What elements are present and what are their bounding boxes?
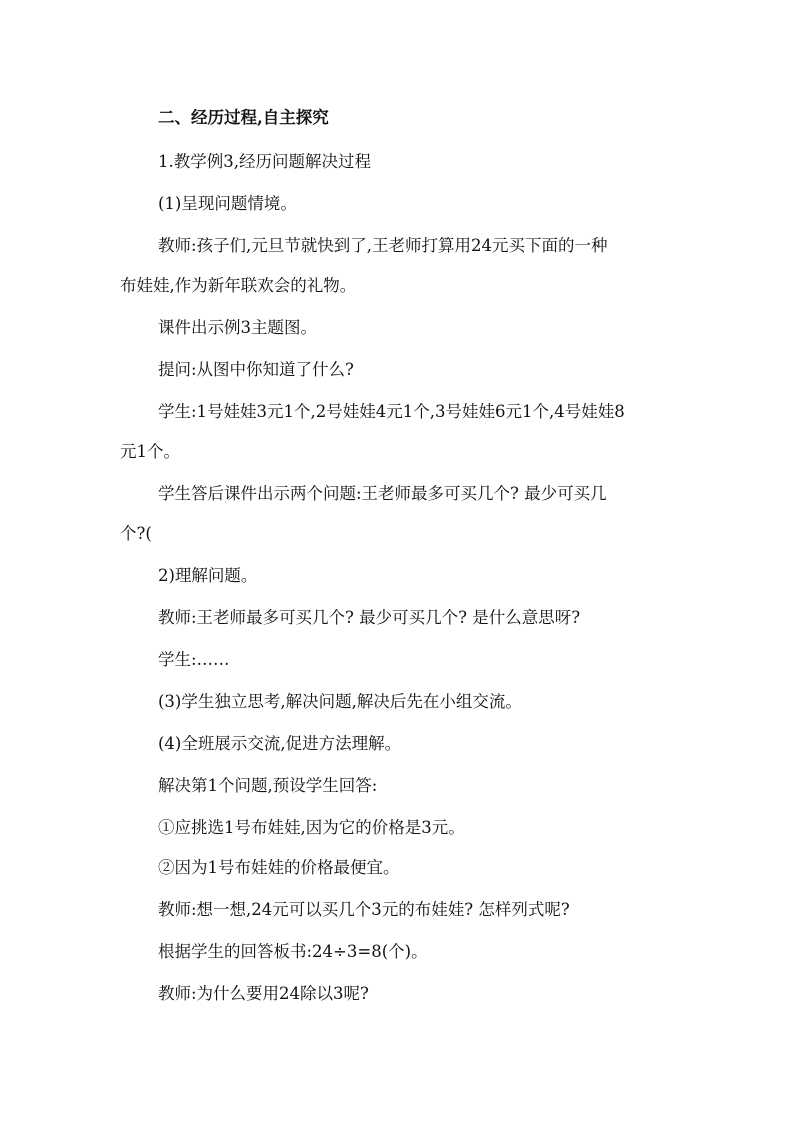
paragraph-line: (3)学生独立思考,解决问题,解决后先在小组交流。 (158, 692, 522, 711)
paragraph-line: 教师:王老师最多可买几个? 最少可买几个? 是什么意思呀? (158, 608, 581, 627)
paragraph-line: 学生:…… (158, 650, 230, 669)
paragraph-line: (1)呈现问题情境。 (158, 194, 297, 213)
paragraph-line: ②因为1号布娃娃的价格最便宜。 (158, 858, 400, 877)
paragraph-line: 提问:从图中你知道了什么? (158, 360, 354, 379)
paragraph-line: 元1个。 (120, 442, 180, 461)
paragraph-line: 教师:想一想,24元可以买几个3元的布娃娃? 怎样列式呢? (158, 900, 570, 919)
paragraph-line: 布娃娃,作为新年联欢会的礼物。 (120, 276, 357, 295)
paragraph-line: ①应挑选1号布娃娃,因为它的价格是3元。 (158, 818, 465, 837)
paragraph-line: 教师:为什么要用24除以3呢? (158, 984, 369, 1003)
paragraph-line: 解决第1个问题,预设学生回答: (158, 776, 378, 795)
paragraph-line: 学生答后课件出示两个问题:王老师最多可买几个? 最少可买几 (158, 484, 607, 503)
paragraph-line: 课件出示例3主题图。 (158, 318, 317, 337)
paragraph-line: 根据学生的回答板书:24÷3=8(个)。 (158, 942, 428, 961)
paragraph-line: 个?( (120, 524, 152, 543)
paragraph-line: 1.教学例3,经历问题解决过程 (158, 152, 371, 171)
paragraph-line: 2)理解问题。 (158, 566, 258, 585)
paragraph-line: (4)全班展示交流,促进方法理解。 (158, 734, 402, 753)
paragraph-line: 学生:1号娃娃3元1个,2号娃娃4元1个,3号娃娃6元1个,4号娃娃8 (158, 402, 625, 421)
section-heading: 二、经历过程,自主探究 (158, 108, 329, 127)
paragraph-line: 教师:孩子们,元旦节就快到了,王老师打算用24元买下面的一种 (158, 236, 608, 255)
